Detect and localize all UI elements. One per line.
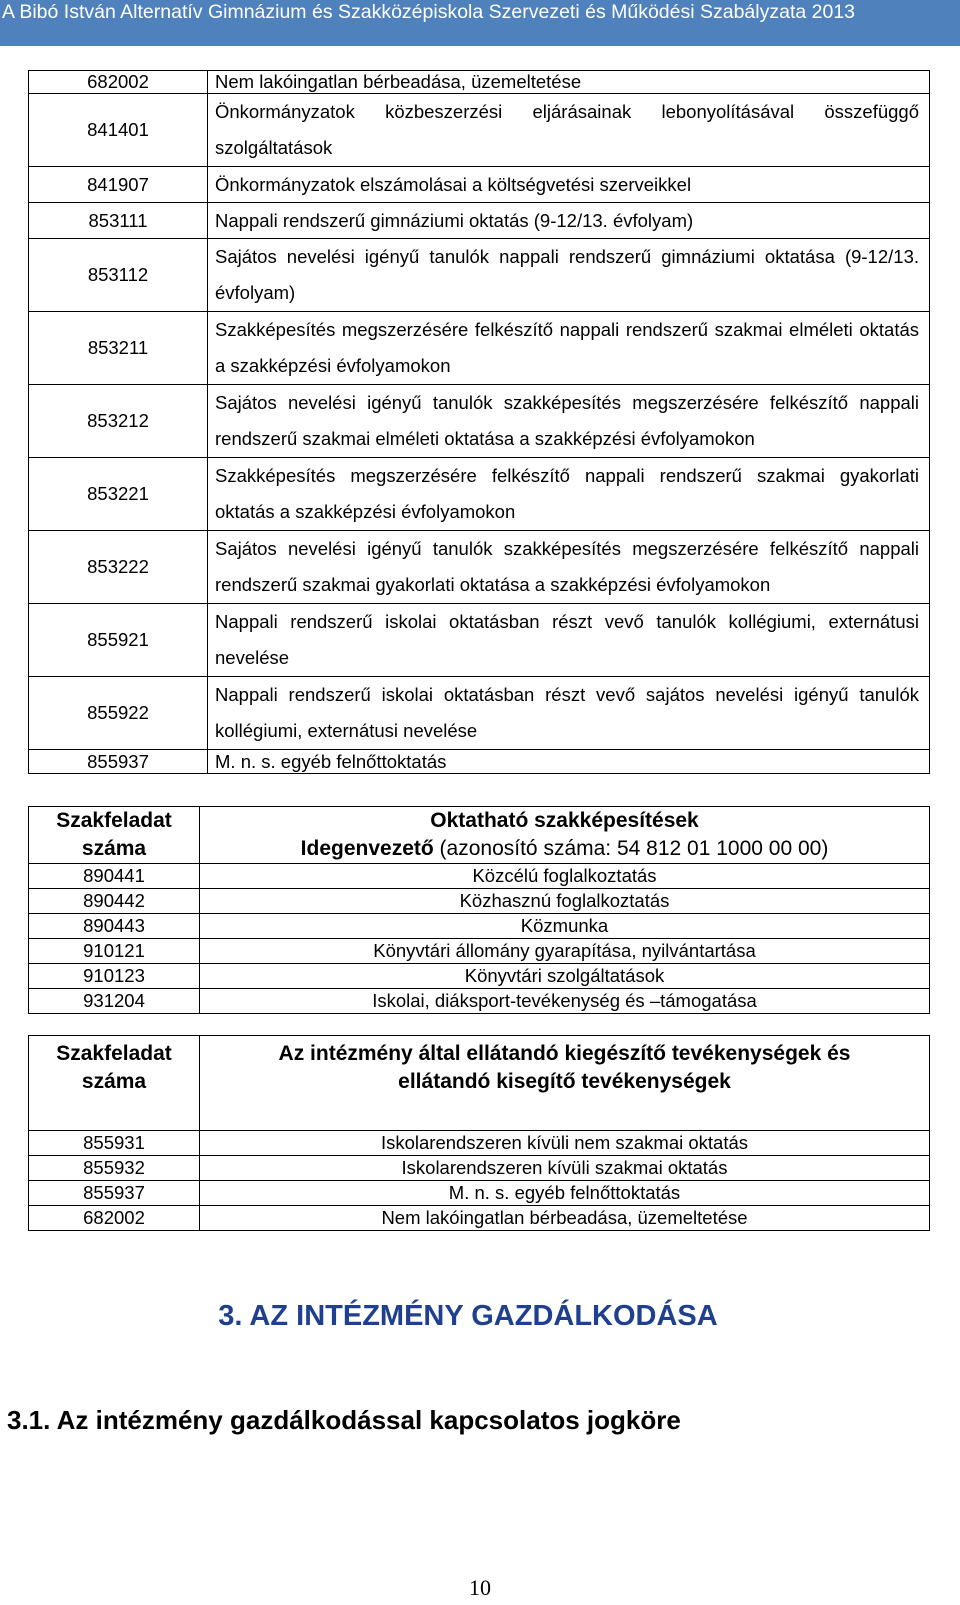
table-row bbox=[29, 1206, 930, 1231]
table-row bbox=[29, 94, 930, 167]
running-header bbox=[0, 0, 960, 46]
activity-code: 841907 bbox=[29, 167, 208, 203]
activity-code: 853111 bbox=[29, 203, 208, 239]
table-row bbox=[29, 312, 930, 385]
table-row bbox=[29, 914, 930, 939]
activity-description: Sajátos nevelési igényű tanulók szakképesítés megszerzésére felkészítő nappali rendszerű szakmai elméleti oktatása a szakképzési évfolyamokon bbox=[208, 385, 930, 458]
table-row bbox=[29, 458, 930, 531]
table-row bbox=[29, 889, 930, 914]
running-header-title: A Bibó István Alternatív Gimnázium és Szakközépiskola Szervezeti és Működési Szabályzata 2013 bbox=[2, 1, 856, 23]
activity-description: Önkormányzatok elszámolásai a költségvetési szerveikkel bbox=[208, 167, 930, 203]
activity-code: 855932 bbox=[29, 1156, 200, 1181]
header-line: száma bbox=[81, 837, 147, 860]
qualification-id: (azonosító száma: 54 812 01 1000 00 00) bbox=[433, 837, 829, 860]
activity-code: 855937 bbox=[29, 750, 208, 774]
table-row bbox=[29, 1156, 930, 1181]
table-row bbox=[29, 385, 930, 458]
qualification-line bbox=[200, 835, 929, 863]
activity-description: Közmunka bbox=[200, 914, 930, 939]
activities-header bbox=[200, 1036, 930, 1131]
page-number: 10 bbox=[469, 1575, 491, 1600]
activity-description: Nem lakóingatlan bérbeadása, üzemeltetése bbox=[200, 1206, 930, 1231]
qualification-name: Idegenvezető bbox=[300, 837, 434, 860]
section-heading-text: 3. AZ INTÉZMÉNY GAZDÁLKODÁSA bbox=[218, 1300, 718, 1332]
activity-code: 855937 bbox=[29, 1181, 200, 1206]
table-row bbox=[29, 750, 930, 774]
table-header-row bbox=[29, 1036, 930, 1131]
supplementary-activities-table bbox=[28, 1035, 930, 1231]
activity-code: 853212 bbox=[29, 385, 208, 458]
activity-description: Könyvtári szolgáltatások bbox=[200, 964, 930, 989]
table-row bbox=[29, 203, 930, 239]
table-row bbox=[29, 239, 930, 312]
section-heading bbox=[0, 1300, 960, 1333]
activity-code: 682002 bbox=[29, 71, 208, 94]
header-line: ellátandó kisegítő tevékenységek bbox=[398, 1070, 731, 1093]
activity-code-table bbox=[28, 70, 930, 774]
table-row bbox=[29, 939, 930, 964]
table-row bbox=[29, 71, 930, 94]
code-column-header bbox=[29, 807, 200, 864]
activity-code: 853112 bbox=[29, 239, 208, 312]
header-line: Szakfeladat bbox=[56, 1042, 172, 1065]
activity-description: Közcélú foglalkoztatás bbox=[200, 864, 930, 889]
activity-code: 931204 bbox=[29, 989, 200, 1014]
table-header-row bbox=[29, 807, 930, 864]
activity-description: M. n. s. egyéb felnőttoktatás bbox=[200, 1181, 930, 1206]
activity-code: 682002 bbox=[29, 1206, 200, 1231]
activity-code: 910121 bbox=[29, 939, 200, 964]
activity-description: Szakképesítés megszerzésére felkészítő nappali rendszerű szakmai gyakorlati oktatás a szakképzési évfolyamokon bbox=[208, 458, 930, 531]
table-row bbox=[29, 964, 930, 989]
table-row bbox=[29, 531, 930, 604]
activity-code: 890441 bbox=[29, 864, 200, 889]
activity-description: Önkormányzatok közbeszerzési eljárásainak lebonyolításával összefüggő szolgáltatások bbox=[208, 94, 930, 167]
activity-description: Szakképesítés megszerzésére felkészítő nappali rendszerű szakmai elméleti oktatás a szakképzési évfolyamokon bbox=[208, 312, 930, 385]
activity-code: 855931 bbox=[29, 1131, 200, 1156]
header-line: száma bbox=[81, 1070, 147, 1093]
activity-description: Iskolarendszeren kívüli szakmai oktatás bbox=[200, 1156, 930, 1181]
activity-code: 853221 bbox=[29, 458, 208, 531]
activity-description: Könyvtári állomány gyarapítása, nyilvántartása bbox=[200, 939, 930, 964]
activity-description: Sajátos nevelési igényű tanulók nappali rendszerű gimnáziumi oktatása (9-12/13. évfolyam) bbox=[208, 239, 930, 312]
activity-description: Közhasznú foglalkoztatás bbox=[200, 889, 930, 914]
subsection-heading: 3.1. Az intézmény gazdálkodással kapcsolatos jogköre bbox=[7, 1405, 681, 1435]
activity-description: Iskolai, diáksport-tevékenység és –támogatása bbox=[200, 989, 930, 1014]
activity-code: 910123 bbox=[29, 964, 200, 989]
qualifications-table bbox=[28, 806, 930, 1014]
activity-code: 890442 bbox=[29, 889, 200, 914]
table-row bbox=[29, 989, 930, 1014]
activity-code: 853222 bbox=[29, 531, 208, 604]
activity-description: Sajátos nevelési igényű tanulók szakképesítés megszerzésére felkészítő nappali rendszerű szakmai gyakorlati oktatása a szakképzési évfolyamokon bbox=[208, 531, 930, 604]
activity-description: Nappali rendszerű iskolai oktatásban részt vevő tanulók kollégiumi, externátusi nevelése bbox=[208, 604, 930, 677]
table-row bbox=[29, 1131, 930, 1156]
activity-description: M. n. s. egyéb felnőttoktatás bbox=[208, 750, 930, 774]
activity-code: 841401 bbox=[29, 94, 208, 167]
activity-description: Nem lakóingatlan bérbeadása, üzemeltetése bbox=[208, 71, 930, 94]
activity-code: 890443 bbox=[29, 914, 200, 939]
header-line: Az intézmény által ellátandó kiegészítő tevékenységek és bbox=[278, 1042, 851, 1065]
code-column-header bbox=[29, 1036, 200, 1131]
table-row bbox=[29, 604, 930, 677]
activity-description: Nappali rendszerű iskolai oktatásban részt vevő sajátos nevelési igényű tanulók kollégiumi, externátusi nevelése bbox=[208, 677, 930, 750]
qualifications-title: Oktatható szakképesítések bbox=[430, 809, 699, 832]
activity-code: 855921 bbox=[29, 604, 208, 677]
activity-description: Iskolarendszeren kívüli nem szakmai oktatás bbox=[200, 1131, 930, 1156]
activity-code: 855922 bbox=[29, 677, 208, 750]
table-row bbox=[29, 864, 930, 889]
header-line: Szakfeladat bbox=[56, 809, 172, 832]
qualifications-header bbox=[200, 807, 930, 864]
table-row bbox=[29, 677, 930, 750]
table-row bbox=[29, 1181, 930, 1206]
activity-code: 853211 bbox=[29, 312, 208, 385]
activity-description: Nappali rendszerű gimnáziumi oktatás (9-12/13. évfolyam) bbox=[208, 203, 930, 239]
table-row bbox=[29, 167, 930, 203]
